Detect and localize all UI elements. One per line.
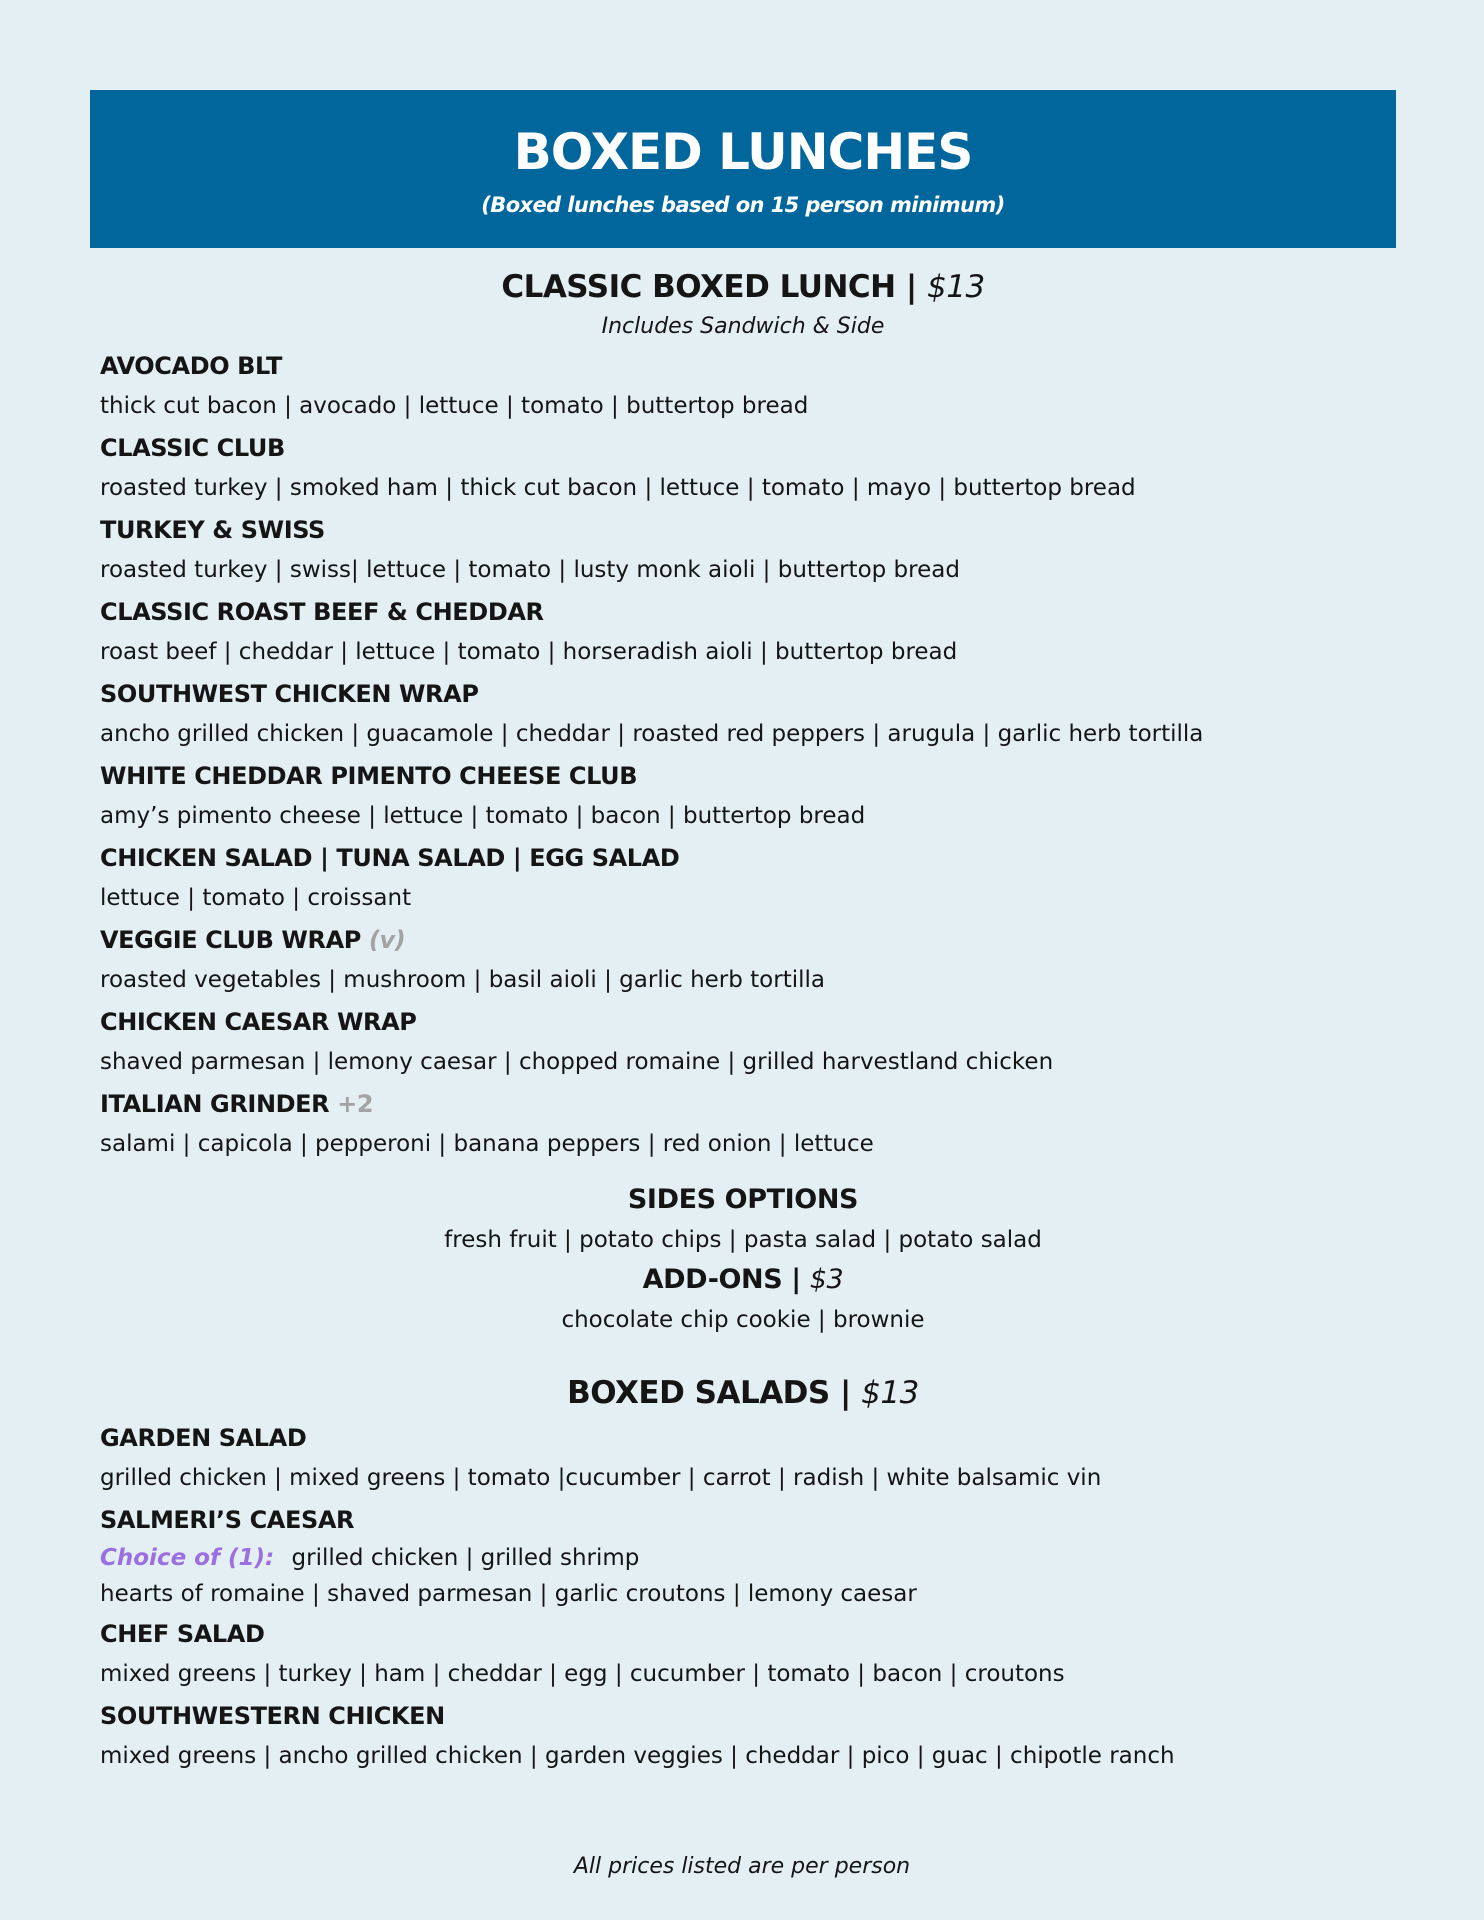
item-desc: mixed greens | ancho grilled chicken | garden veggies | cheddar | pico | guac | chipotle ranch [100, 1743, 1175, 1769]
menu-item [100, 592, 1386, 672]
item-name: SOUTHWESTERN CHICKEN [100, 1702, 445, 1730]
item-name: CLASSIC CLUB [100, 434, 285, 462]
addons-title: ADD-ONS [642, 1264, 783, 1295]
item-desc: hearts of romaine | shaved parmesan | garlic croutons | lemony caesar [100, 1581, 917, 1607]
item-name-text: VEGGIE CLUB WRAP [100, 926, 361, 954]
page-title: BOXED LUNCHES [513, 123, 973, 181]
item-desc: mixed greens | turkey | ham | cheddar | egg | cucumber | tomato | bacon | croutons [100, 1661, 1065, 1687]
item-name [100, 1084, 1386, 1124]
menu-item [100, 1418, 1386, 1498]
addons-price: $3 [809, 1264, 844, 1295]
menu-item [100, 1614, 1386, 1694]
item-name: WHITE CHEDDAR PIMENTO CHEESE CLUB [100, 762, 638, 790]
item-name: CHICKEN CAESAR WRAP [100, 1008, 417, 1036]
salads-price: $13 [861, 1375, 919, 1411]
menu-item [100, 1696, 1386, 1776]
item-desc: grilled chicken | mixed greens | tomato |cucumber | carrot | radish | white balsamic vin [100, 1465, 1102, 1491]
item-desc: shaved parmesan | lemony caesar | chopped romaine | grilled harvestland chicken [100, 1049, 1054, 1075]
sides-list: fresh fruit | potato chips | pasta salad | potato salad [444, 1227, 1042, 1253]
addons-heading [100, 1260, 1386, 1300]
salads-section-heading [100, 1368, 1386, 1418]
item-name: AVOCADO BLT [100, 352, 282, 380]
item-desc: roasted turkey | smoked ham | thick cut bacon | lettuce | tomato | mayo | buttertop bread [100, 475, 1136, 501]
classic-note: Includes Sandwich & Side [601, 314, 885, 339]
item-desc: amy’s pimento cheese | lettuce | tomato | bacon | buttertop bread [100, 803, 866, 829]
menu-content [100, 262, 1386, 1778]
menu-item [100, 346, 1386, 426]
item-name: CHEF SALAD [100, 1620, 265, 1648]
price-footnote: All prices listed are per person [573, 1854, 911, 1879]
item-desc: roasted vegetables | mushroom | basil aioli | garlic herb tortilla [100, 967, 825, 993]
menu-item [100, 510, 1386, 590]
menu-item [100, 1500, 1386, 1612]
menu-item [100, 1002, 1386, 1082]
choice-options: grilled chicken | grilled shrimp [291, 1545, 640, 1571]
salads-sep: | [840, 1375, 851, 1411]
addons-sep: | [791, 1264, 801, 1295]
item-name-text: ITALIAN GRINDER [100, 1090, 330, 1118]
item-name: CHICKEN SALAD | TUNA SALAD | EGG SALAD [100, 844, 680, 872]
item-desc: roast beef | cheddar | lettuce | tomato | horseradish aioli | buttertop bread [100, 639, 958, 665]
item-desc: ancho grilled chicken | guacamole | cheddar | roasted red peppers | arugula | garlic herb tortilla [100, 721, 1204, 747]
item-desc: lettuce | tomato | croissant [100, 885, 412, 911]
salads-title: BOXED SALADS [567, 1375, 830, 1411]
item-desc: thick cut bacon | avocado | lettuce | tomato | buttertop bread [100, 393, 809, 419]
classic-title: CLASSIC BOXED LUNCH [501, 269, 896, 305]
addons-list: chocolate chip cookie | brownie [561, 1307, 925, 1333]
header-banner [90, 90, 1396, 248]
menu-item [100, 920, 1386, 1000]
menu-item [100, 428, 1386, 508]
item-choice-line [100, 1540, 1386, 1576]
upcharge-tag: +2 [337, 1090, 374, 1118]
item-name: SOUTHWEST CHICKEN WRAP [100, 680, 479, 708]
classic-price: $13 [927, 269, 985, 305]
menu-item [100, 756, 1386, 836]
classic-sep: | [905, 269, 917, 305]
sides-title: SIDES OPTIONS [627, 1184, 859, 1215]
item-name: GARDEN SALAD [100, 1424, 307, 1452]
item-name: SALMERI’S CAESAR [100, 1506, 355, 1534]
classic-section-heading [100, 262, 1386, 312]
vegetarian-tag: (v) [368, 926, 406, 954]
item-desc: salami | capicola | pepperoni | banana peppers | red onion | lettuce [100, 1131, 874, 1157]
sides-block [100, 1180, 1386, 1340]
choice-label: Choice of (1): [100, 1545, 275, 1571]
menu-item [100, 838, 1386, 918]
page-subtitle: (Boxed lunches based on 15 person minimum) [481, 193, 1005, 217]
item-name: CLASSIC ROAST BEEF & CHEDDAR [100, 598, 544, 626]
item-desc: roasted turkey | swiss| lettuce | tomato | lusty monk aioli | buttertop bread [100, 557, 960, 583]
item-name: TURKEY & SWISS [100, 516, 325, 544]
menu-item [100, 1084, 1386, 1164]
menu-item [100, 674, 1386, 754]
item-name [100, 920, 1386, 960]
